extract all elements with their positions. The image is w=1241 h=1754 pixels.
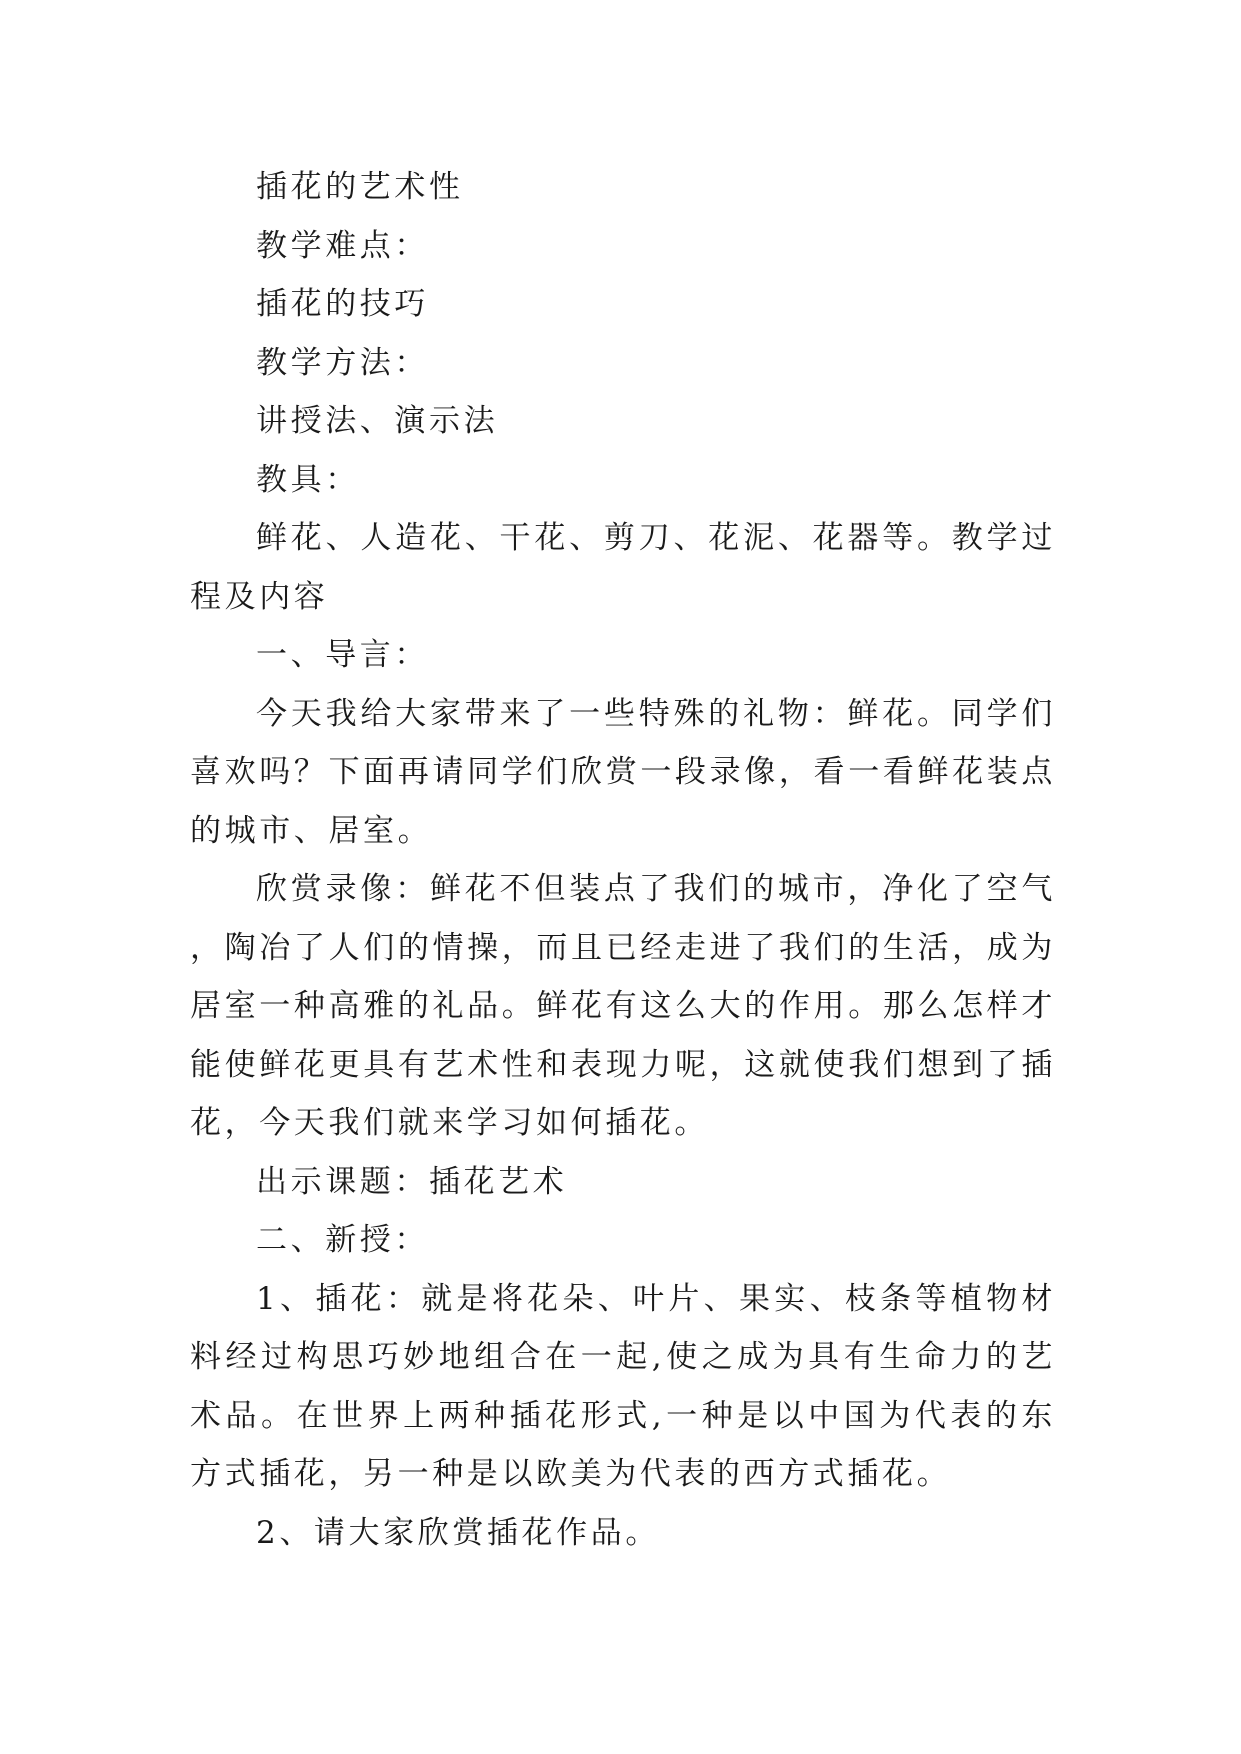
document-body bbox=[190, 158, 1056, 1562]
paragraph-definition: 1、插花：就是将花朵、叶片、果实、枝条等植物材料经过构思巧妙地组合在一起,使之成为具有生命力的艺术品。在世界上两种插花形式,一种是以中国为代表的东方式插花，另一种是以欧美为代表的西方式插花。 bbox=[190, 1280, 1056, 1492]
paragraph-method: 讲授法、演示法 bbox=[256, 403, 499, 439]
paragraph-topic-artistry: 插花的艺术性 bbox=[256, 169, 464, 205]
paragraph-intro-heading: 一、导言： bbox=[256, 637, 429, 673]
paragraph-tools: 鲜花、人造花、干花、剪刀、花泥、花器等。教学过程及内容 bbox=[190, 520, 1056, 615]
paragraph-intro: 今天我给大家带来了一些特殊的礼物：鲜花。同学们喜欢吗？下面再请同学们欣赏一段录像，看一看鲜花装点的城市、居室。 bbox=[190, 695, 1056, 849]
paragraph-new-lesson-heading: 二、新授： bbox=[256, 1222, 429, 1258]
paragraph-difficulty: 插花的技巧 bbox=[256, 286, 429, 322]
paragraph-appreciation: 2、请大家欣赏插花作品。 bbox=[256, 1514, 660, 1551]
paragraph-video: 欣赏录像：鲜花不但装点了我们的城市，净化了空气，陶冶了人们的情操，而且已经走进了我们的生活，成为居室一种高雅的礼品。鲜花有这么大的作用。那么怎样才能使鲜花更具有艺术性和表现力呢，这就使我们想到了插花，今天我们就来学习如何插花。 bbox=[190, 871, 1056, 1141]
paragraph-difficulty-heading: 教学难点： bbox=[256, 227, 429, 264]
paragraph-method-heading: 教学方法： bbox=[256, 344, 429, 381]
paragraph-tools-heading: 教具： bbox=[256, 461, 360, 498]
paragraph-topic-title: 出示课题：插花艺术 bbox=[256, 1163, 568, 1200]
